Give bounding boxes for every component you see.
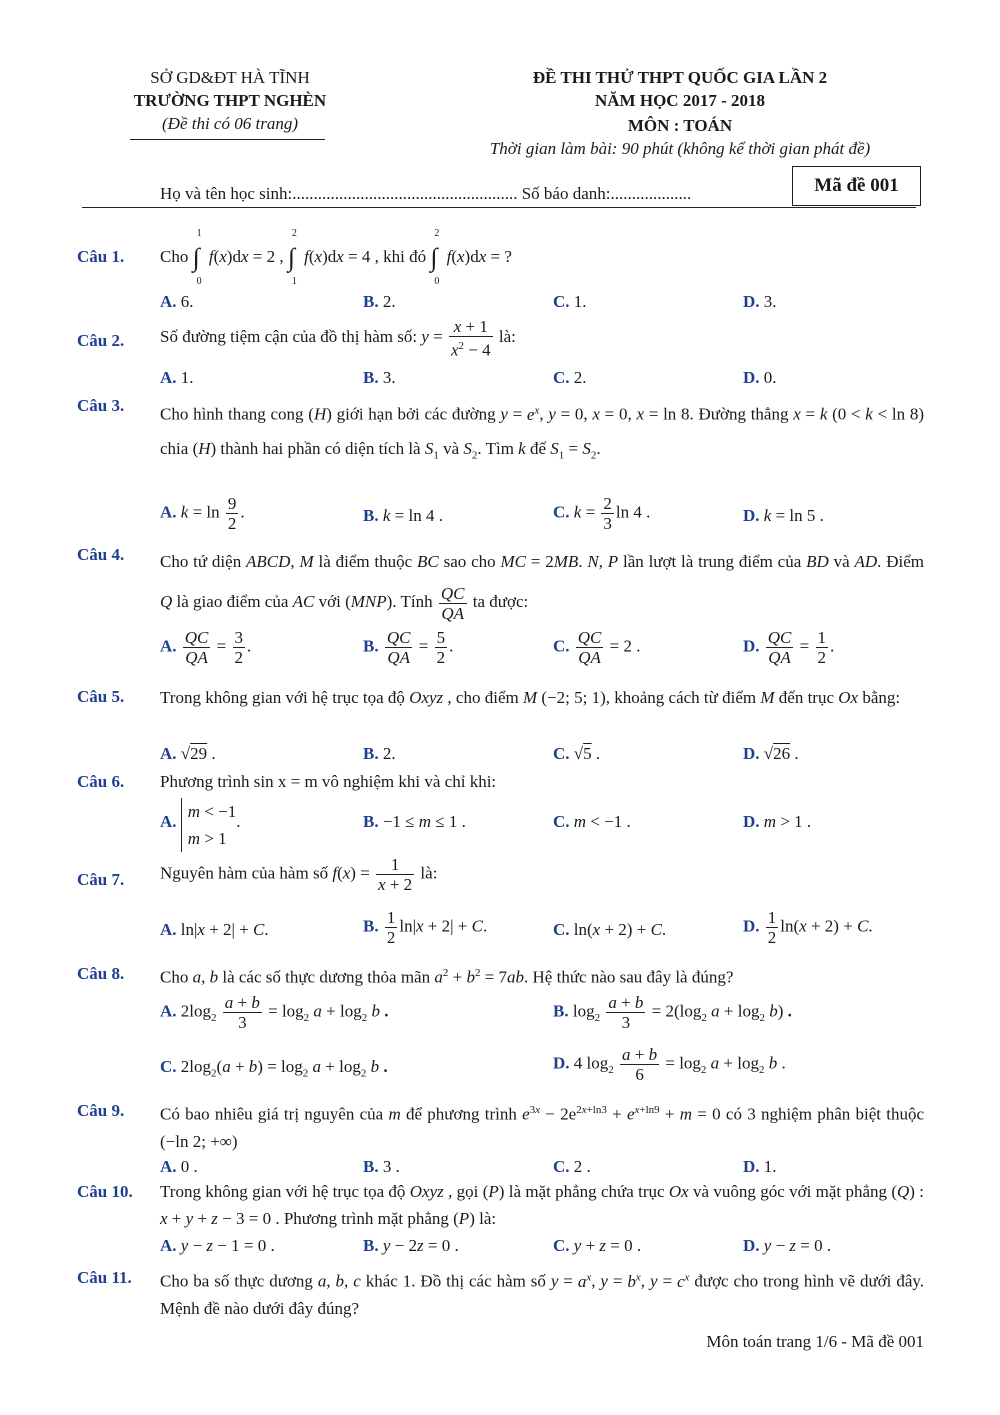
option-a: A. 0 . — [160, 1157, 198, 1176]
option-c: C. m < −1 . — [553, 812, 631, 831]
option-b: B. −1 ≤ m ≤ 1 . — [363, 812, 466, 831]
subject: MÔN : TOÁN — [627, 116, 733, 135]
student-info-line: Họ và tên học sinh:..................................................... Số báo danh:................... — [160, 184, 692, 203]
option-c: C. ln(x + 2) + C. — [553, 920, 667, 939]
option-c: C. 1. — [553, 292, 587, 311]
option-d: D. $\frac{1}{2}$ ln(x + 2) + C. — [743, 908, 873, 947]
option-c: C. y + z = 0 . — [553, 1236, 642, 1255]
option-b: B. 3. — [363, 368, 396, 387]
option-d: D. y − z = 0 . — [743, 1236, 832, 1255]
question-number: Câu 7. — [77, 870, 125, 889]
option-a: A. y − z − 1 = 0 . — [160, 1236, 275, 1255]
option-c: C. $\frac{QC}{QA}$ = 2 . — [553, 628, 641, 667]
question-number: Câu 3. — [77, 396, 125, 415]
option-c: C. 2. — [553, 368, 587, 387]
header-rule — [82, 207, 916, 208]
header-divider — [130, 139, 325, 140]
option-c: C. k = $\frac{2}{3}$ ln 4 . — [553, 494, 651, 533]
question-text: Trong không gian với hệ trục tọa độ Oxyz , cho điểm M (−2; 5; 1), khoảng cách từ điểm M đến trục Ox bằng: — [160, 688, 901, 707]
option-c: C. 2 . — [553, 1157, 591, 1176]
option-b: B. 2. — [363, 744, 396, 763]
question-number: Câu 9. — [77, 1101, 125, 1120]
option-d: D. √26 . — [743, 744, 799, 763]
option-b: B. k = ln 4 . — [363, 506, 443, 525]
question-text: Nguyên hàm của hàm số f(x) = $\frac{1}{x + 2}$ là: — [160, 855, 438, 894]
exam-title: ĐỀ THI THỬ THPT QUỐC GIA LẦN 2 — [532, 68, 828, 87]
question-number: Câu 6. — [77, 772, 125, 791]
time-limit: Thời gian làm bài: 90 phút (không kể thời gian phát đề) — [489, 139, 871, 158]
question-text: Cho ∫ 1 0 f(x)dx = 2 , ∫ 2 1 f(x)dx = 4 , khi đó ∫ 2 0 f(x)dx = ? — [160, 228, 512, 288]
option-d: D. 1. — [743, 1157, 777, 1176]
question-number: Câu 5. — [77, 687, 125, 706]
question-text: Cho a, b là các số thực dương thỏa mãn $a^2 + b^2 = 7ab$. Hệ thức nào sau đây là đúng? — [160, 967, 734, 987]
option-b: B. $\frac{QC}{QA}$ = $\frac{5}{2}$ . — [363, 628, 454, 667]
question-number: Câu 11. — [77, 1268, 132, 1287]
option-d: D. m > 1 . — [743, 812, 812, 831]
question-text: Có bao nhiêu giá trị nguyên của m để phương trình $e^{3x} - 2e^{2x+ln3} + e^{x+ln9} + m = 0$ có 3 nghiệm phân biệt thuộc (−ln 2; +∞) — [160, 1104, 925, 1151]
integral-sign: ∫ 2 1 — [287, 228, 297, 288]
question-number: Câu 10. — [77, 1182, 133, 1201]
option-b: B. $\log_2$ $\frac{a + b}{3}$ = $2(\log_2$ $a + \log_2 b$) . — [553, 993, 792, 1032]
question-number: Câu 8. — [77, 964, 125, 983]
option-d: D. $\frac{QC}{QA}$ = $\frac{1}{2}$ . — [743, 628, 835, 667]
exam-code-box: Mã đề 001 — [792, 166, 921, 206]
option-a: A. 1. — [160, 368, 194, 387]
option-b: B. $\frac{1}{2}$ ln|x + 2| + C. — [363, 908, 488, 947]
option-d: D. 4 $\log_2$ $\frac{a + b}{6}$ = $\log_2 a + \log_2 b$ . — [553, 1045, 786, 1084]
question-text: Cho ba số thực dương a, b, c khác 1. Đồ thị các hàm số $y = a^x$, $y = b^x$, $y = c^x$ được cho trong hình vẽ dưới đây. Mệnh đề nào dưới đây đúng? — [160, 1271, 925, 1318]
school-year: NĂM HỌC 2017 - 2018 — [595, 91, 765, 110]
department: SỞ GD&ĐT HÀ TĨNH — [150, 68, 310, 87]
question-number: Câu 2. — [77, 331, 125, 350]
page-count: (Đề thi có 06 trang) — [162, 114, 298, 133]
question-text: Cho hình thang cong (H) giới hạn bởi các đường $y = e^x$, y = 0, x = 0, x = ln 8. Đường thẳng x = k (0 < k < ln 8) chia (H) thành hai phần có diện tích là $S_1$ và $S_2$. Tìm k để $S_1 = S_2$. — [160, 404, 925, 462]
option-b: B. 3 . — [363, 1157, 400, 1176]
option-d: D. k = ln 5 . — [743, 506, 824, 525]
option-a: A. $2\log_2$ $\frac{a + b}{3}$ = $\log_2 a + \log_2 b$ . — [160, 993, 389, 1032]
option-a: A. 6. — [160, 292, 194, 311]
option-b: B. y − 2z = 0 . — [363, 1236, 459, 1255]
option-c: C. √5 . — [553, 744, 601, 763]
question-number: Câu 1. — [77, 247, 125, 266]
question-text: Trong không gian với hệ trục tọa độ Oxyz , gọi (P) là mặt phẳng chứa trục Ox và vuông góc với mặt phẳng (Q) : x + y + z − 3 = 0 . Phương trình mặt phẳng (P) là: — [160, 1182, 924, 1228]
option-d: D. 3. — [743, 292, 777, 311]
page-footer: Môn toán trang 1/6 - Mã đề 001 — [706, 1332, 924, 1351]
option-a: A. m < −1 m > 1. — [160, 798, 241, 852]
option-a: A. √29 . — [160, 744, 216, 763]
option-d: D. 0. — [743, 368, 777, 387]
option-b: B. 2. — [363, 292, 396, 311]
option-c: C. $2\log_2(a + b) = \log_2 a + \log_2 b$ . — [160, 1057, 388, 1080]
option-a: A. ln|x + 2| + C. — [160, 920, 269, 939]
option-a: A. k = ln $\frac{9}{2}$ . — [160, 494, 245, 533]
question-text: Số đường tiệm cận của đồ thị hàm số: y = $\frac{x + 1}{x^2 - 4}$ là: — [160, 317, 516, 360]
integral-sign: ∫ 1 0 — [192, 228, 202, 288]
question-text: Cho tứ diện ABCD, M là điểm thuộc BC sao cho MC = 2MB. N, P lần lượt là trung điểm của BD và AD. Điểm Q là giao điểm của AC với (MNP). Tính $\frac{QC}{QA}$ ta được: — [160, 552, 924, 623]
question-number: Câu 4. — [77, 545, 125, 564]
integral-sign: ∫ 2 0 — [430, 228, 440, 288]
question-text: Phương trình sin x = m vô nghiệm khi và chỉ khi: — [160, 772, 497, 791]
school-name: TRƯỜNG THPT NGHÈN — [133, 91, 327, 110]
option-a: A. $\frac{QC}{QA}$ = $\frac{3}{2}$ . — [160, 628, 252, 667]
